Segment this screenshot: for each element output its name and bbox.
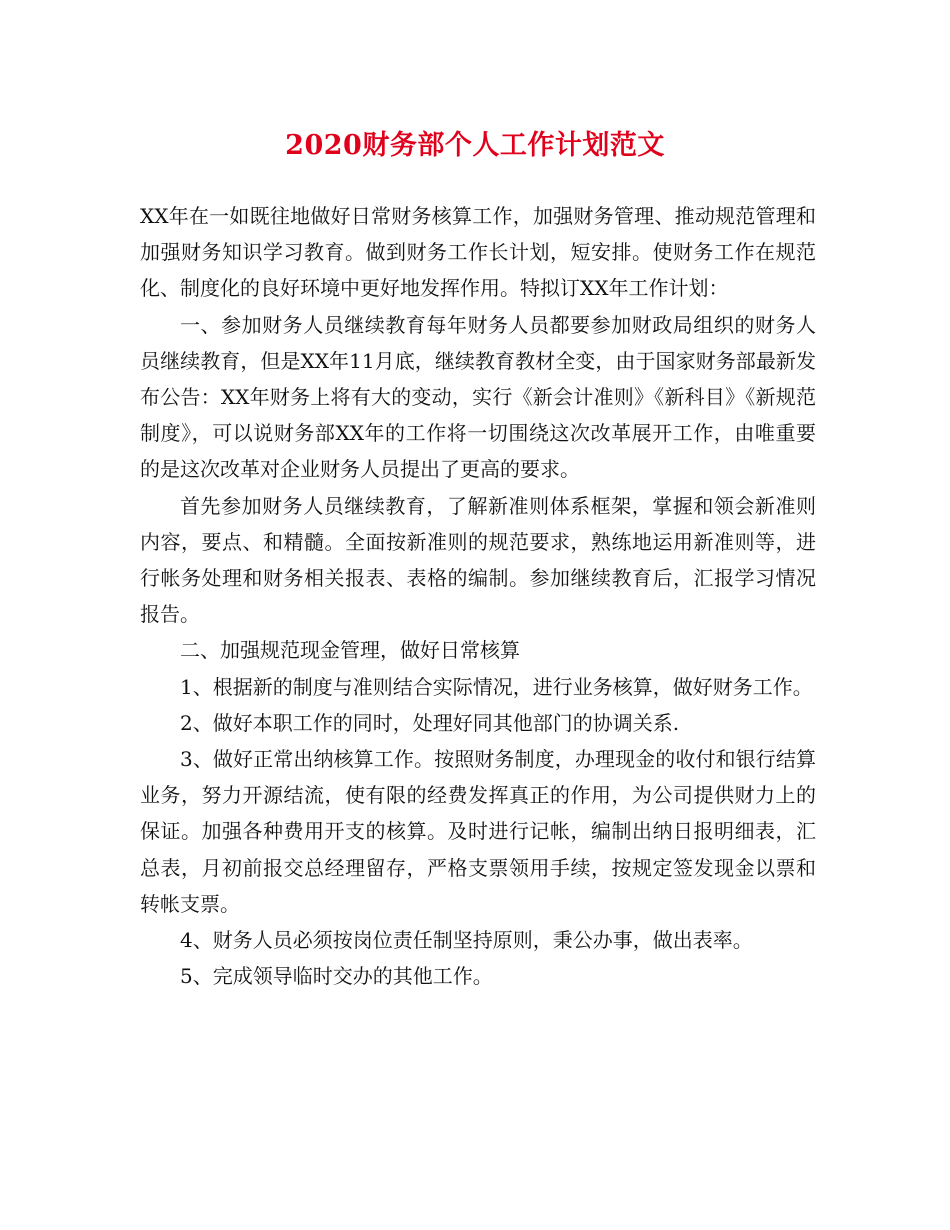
document-title: 2020财务部个人工作计划范文: [285, 130, 665, 161]
list-item-3: 3、做好正常出纳核算工作。按照财务制度，办理现金的收付和银行结算业务，努力开源结流，使有限的经费发挥真正的作用，为公司提供财力上的保证。加强各种费用开支的核算。及时进行记帐，编制出纳日报明细表，汇总表，月初前报交总经理留存，严格支票领用手续，按规定签发现金以票和转帐支票。: [140, 747, 816, 916]
document-body: [140, 198, 816, 994]
intro-paragraph: XX年在一如既往地做好日常财务核算工作，加强财务管理、推动规范管理和加强财务知识学习教育。做到财务工作长计划，短安排。使财务工作在规范化、制度化的良好环境中更好地发挥作用。特拟订XX年工作计划：: [140, 204, 816, 301]
section-one-paragraph: 一、参加财务人员继续教育每年财务人员都要参加财政局组织的财务人员继续教育，但是XX年11月底，继续教育教材全变，由于国家财务部最新发布公告：XX年财务上将有大的变动，实行《新会计准则》《新科目》《新规范制度》，可以说财务部XX年的工作将一切围绕这次改革展开工作，由唯重要的是这次改革对企业财务人员提出了更高的要求。: [140, 312, 816, 482]
list-item-1: 1、根据新的制度与准则结合实际情况，进行业务核算，做好财务工作。: [180, 674, 813, 699]
list-item-5: 5、完成领导临时交办的其他工作。: [180, 964, 493, 989]
list-item-2: 2、做好本职工作的同时，处理好同其他部门的协调关系.: [180, 710, 680, 735]
section-two-heading: 二、加强规范现金管理，做好日常核算: [180, 638, 520, 663]
continuing-education-paragraph: 首先参加财务人员继续教育，了解新准则体系框架，掌握和领会新准则内容，要点、和精髓。全面按新准则的规范要求，熟练地运用新准则等，进行帐务处理和财务相关报表、表格的编制。参加继续教育后，汇报学习情况报告。: [140, 493, 816, 627]
list-item-4: 4、财务人员必须按岗位责任制坚持原则，秉公办事，做出表率。: [180, 928, 753, 953]
